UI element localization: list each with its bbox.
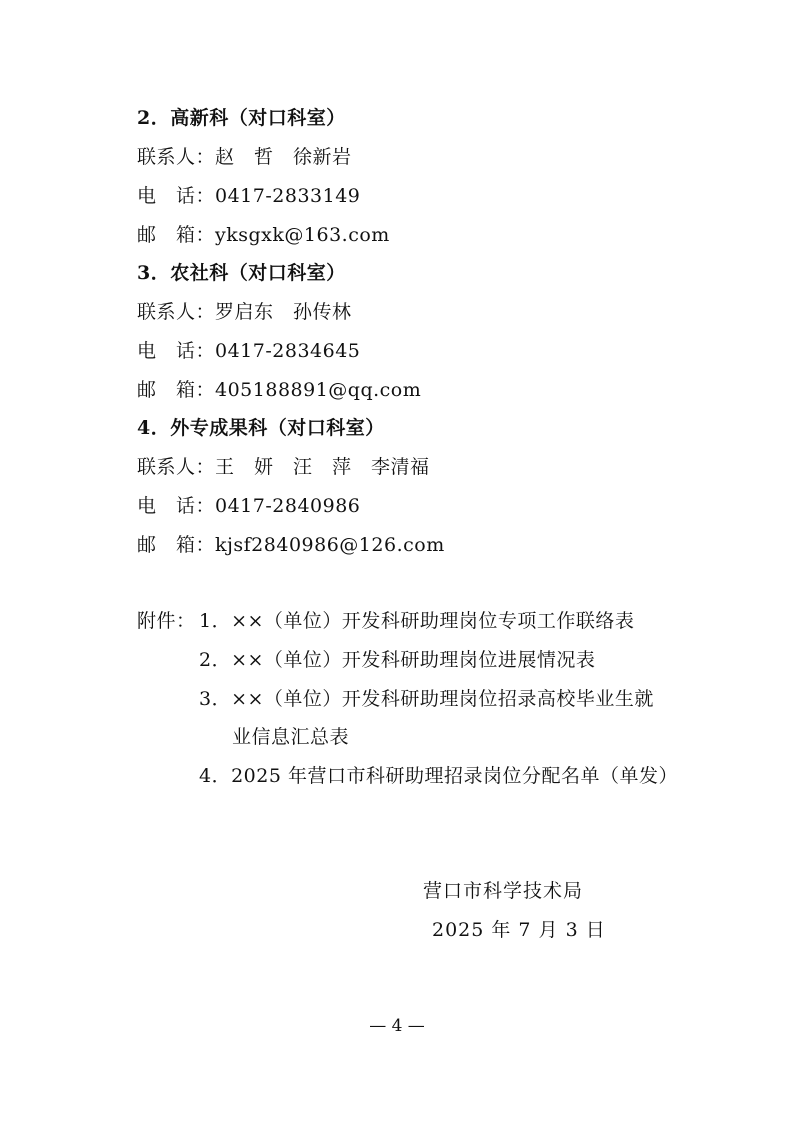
attachment-item: 2．××（单位）开发科研助理岗位进展情况表	[199, 649, 596, 671]
page-number: — 4 —	[369, 1016, 425, 1036]
attachment-item: 3．××（单位）开发科研助理岗位招录高校毕业生就	[199, 688, 654, 710]
contact-persons: 联系人：王 妍 汪 萍 李清福	[137, 456, 430, 478]
contact-phone: 电 话：0417-2833149	[137, 185, 361, 207]
issue-date: 2025 年 7 月 3 日	[432, 919, 606, 941]
attachment-item-continuation: 业信息汇总表	[232, 726, 350, 748]
attachment-item: 1．××（单位）开发科研助理岗位专项工作联络表	[199, 610, 635, 632]
contact-email: 邮 箱：kjsf2840986@126.com	[137, 534, 445, 556]
contact-email: 邮 箱：405188891@qq.com	[137, 379, 422, 401]
section-heading: 2．高新科（对口科室）	[137, 107, 346, 129]
attachments-label: 附件：	[137, 610, 196, 632]
contact-phone: 电 话：0417-2834645	[137, 340, 361, 362]
contact-phone: 电 话：0417-2840986	[137, 495, 361, 517]
contact-email: 邮 箱：yksgxk@163.com	[137, 224, 390, 246]
section-heading: 3．农社科（对口科室）	[137, 262, 346, 284]
contact-persons: 联系人：赵 哲 徐新岩	[137, 146, 352, 168]
contact-persons: 联系人：罗启东 孙传林	[137, 301, 352, 323]
issuing-organization: 营口市科学技术局	[423, 880, 584, 902]
attachment-item: 4．2025 年营口市科研助理招录岗位分配名单（单发）	[199, 765, 678, 787]
section-heading: 4．外专成果科（对口科室）	[137, 417, 385, 439]
